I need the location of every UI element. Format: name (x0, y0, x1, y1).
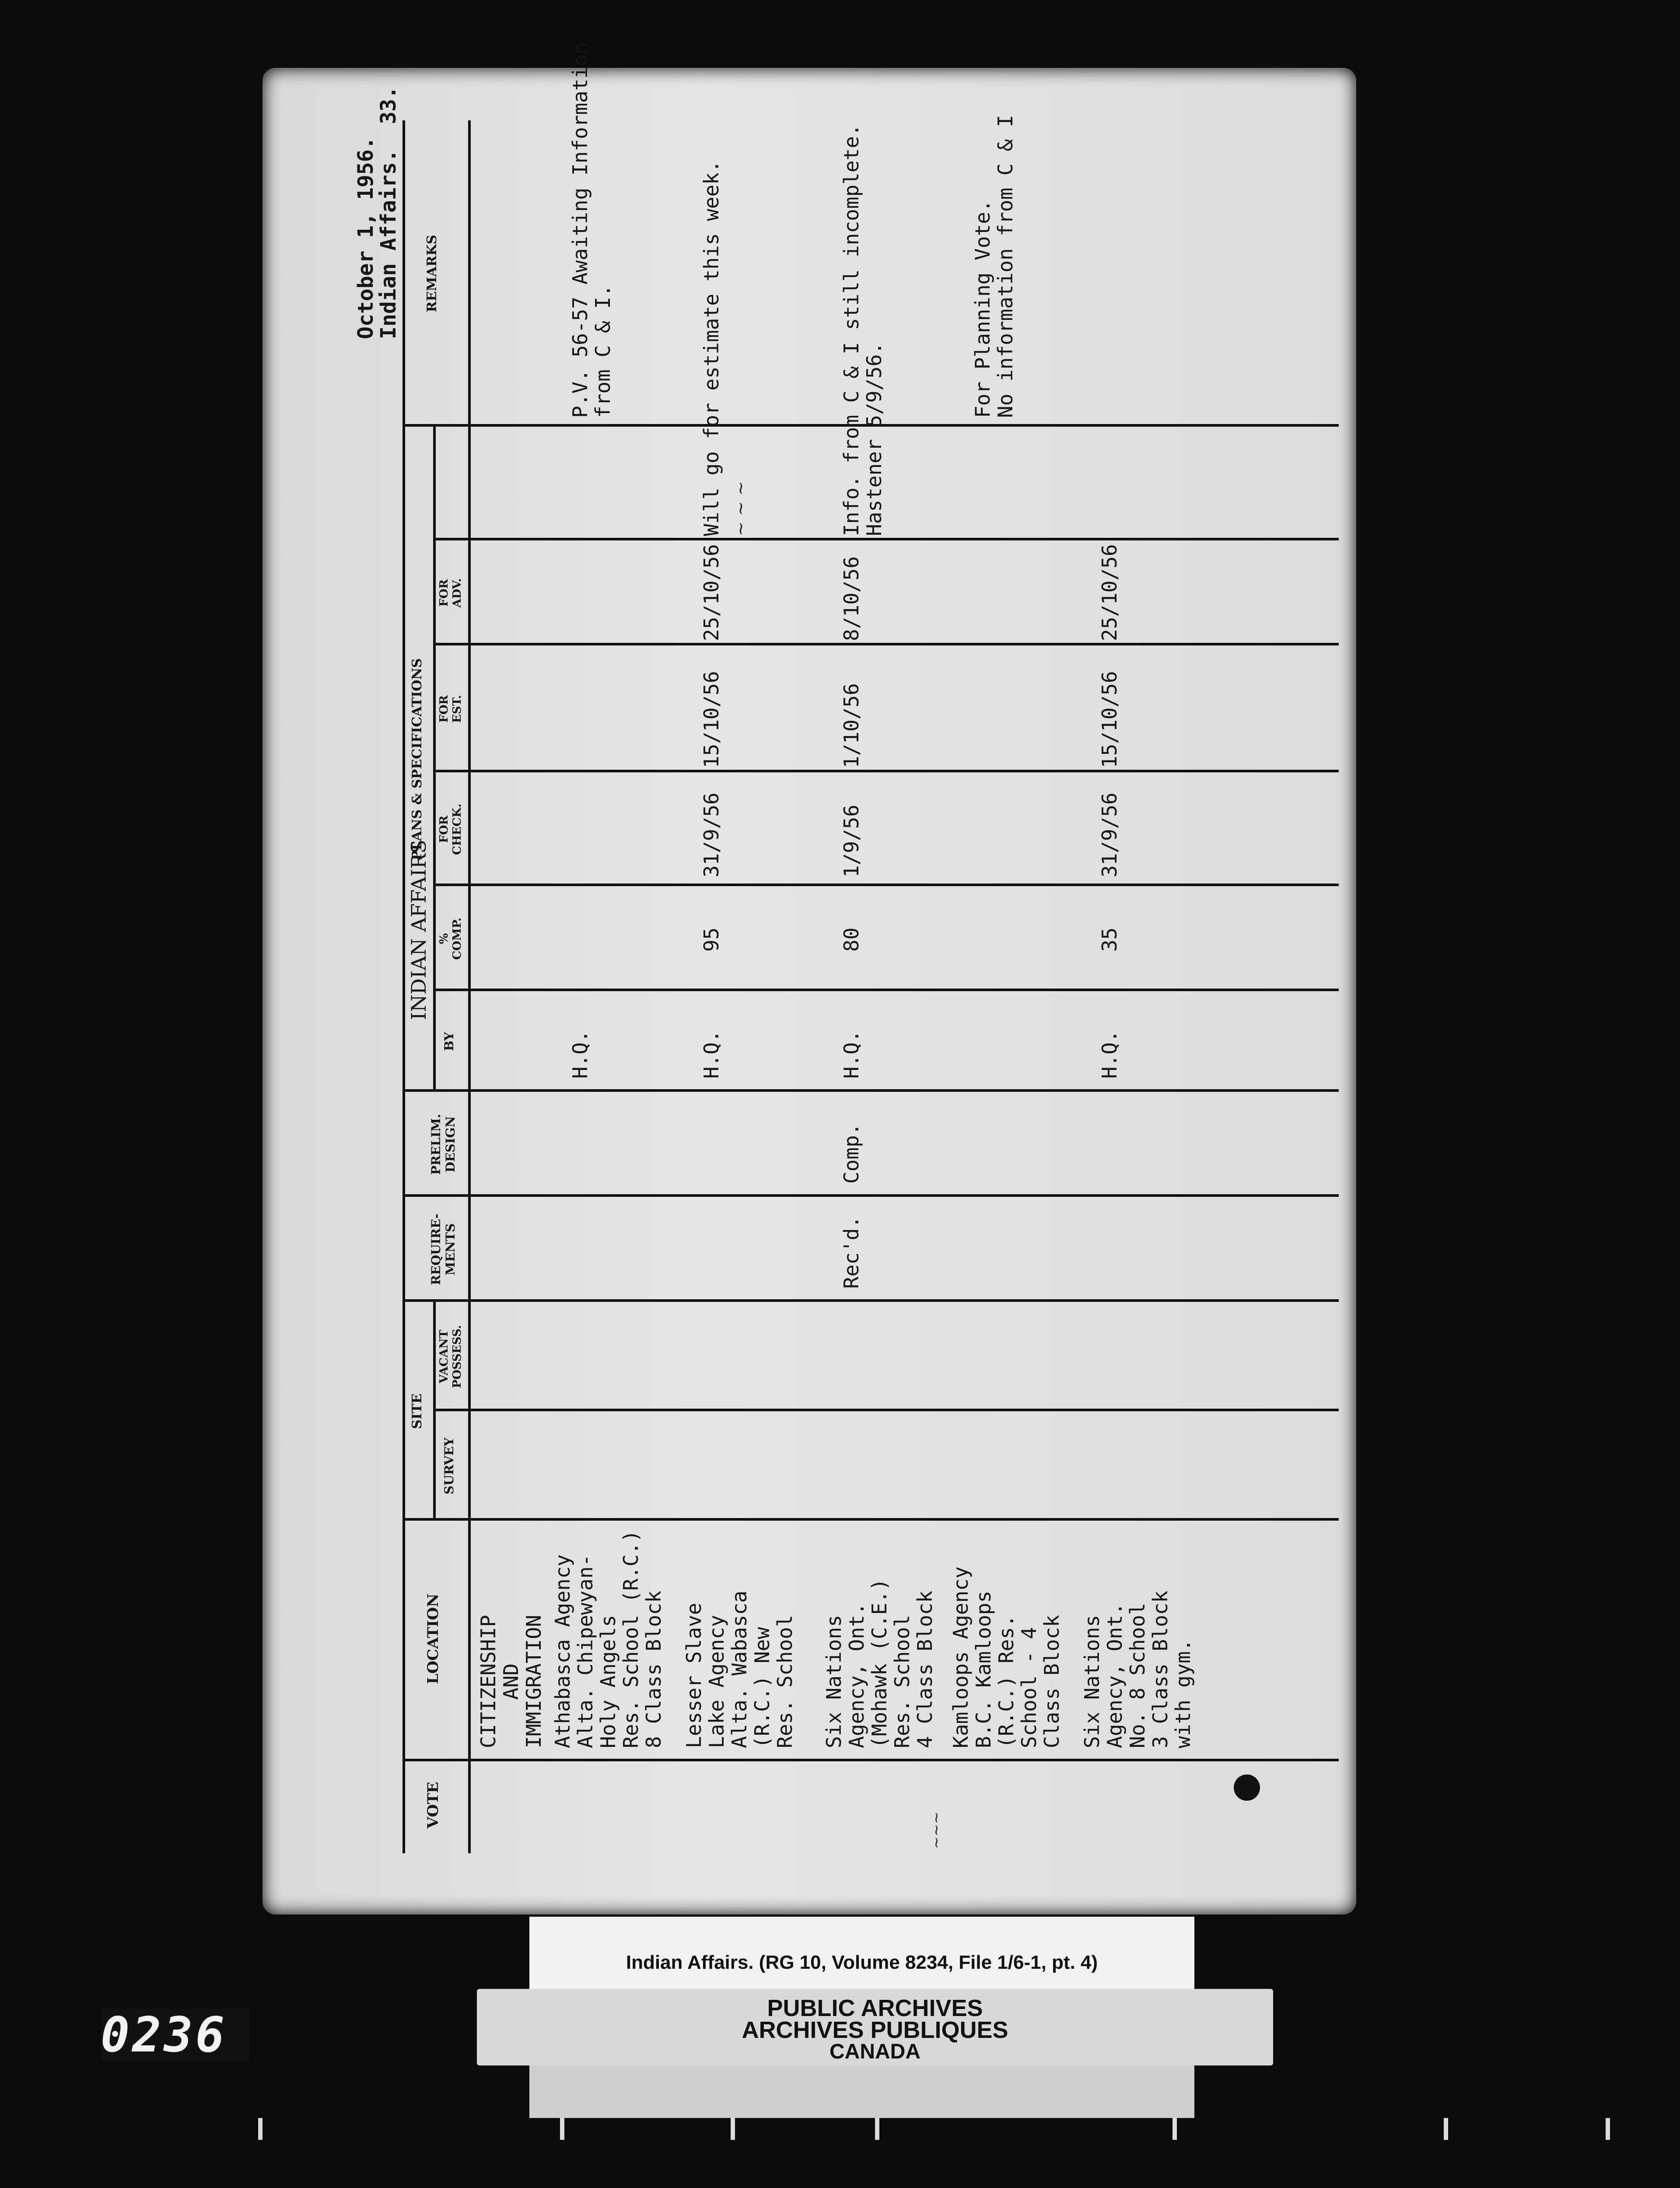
plans-sub-border (433, 427, 436, 1092)
row2-est: 15/10/56 (700, 671, 723, 768)
col-sep (402, 1089, 1339, 1092)
film-tick (1444, 2118, 1448, 2140)
section-heading: CITIZENSHIP AND IMMIGRATION (476, 1615, 546, 1748)
row5-location: Six Nations Agency, Ont. No. 8 School 3 Class Block with gym. (1080, 1590, 1195, 1748)
col-sep (402, 1194, 1339, 1197)
archive-stamp (477, 1989, 1273, 2065)
header-location: LOCATION (424, 1593, 442, 1684)
row3-pct: 80 (840, 927, 863, 952)
row3-requirements: Rec'd. (840, 1216, 863, 1289)
header-remarks: REMARKS (424, 235, 440, 312)
film-tick (731, 2118, 735, 2140)
hole-punch (1234, 1774, 1260, 1801)
row2-adv: 25/10/56 (700, 544, 723, 641)
row5-est: 15/10/56 (1098, 671, 1121, 768)
row3-by: H.Q. (840, 1030, 863, 1079)
header-survey: SURVEY (442, 1438, 456, 1494)
col-sep (402, 1759, 1339, 1761)
header-prelim: PRELIM. DESIGN (429, 1114, 458, 1175)
row2-by: H.Q. (700, 1030, 723, 1079)
row3-adv: 8/10/56 (840, 556, 863, 641)
col-sep (433, 538, 1339, 540)
header-adv: FOR ADV. (438, 578, 464, 608)
archive-reference-text: Indian Affairs. (RG 10, Volume 8234, File 1/6-1, pt. 4) (626, 1952, 1098, 1973)
header-pct: % COMP. (438, 917, 464, 960)
col-sep (402, 1518, 1339, 1521)
row2-pct: 95 (700, 927, 723, 952)
film-tick (258, 2118, 262, 2140)
row1-location: Athabasca Agency Alta. Chipewyan- Holy Angels Res. School (R.C.) 8 Class Block (551, 1530, 665, 1748)
rotated-table (262, 42, 1356, 1914)
row3-prelim: Comp. (840, 1123, 863, 1184)
row2-handwritten-note: ~ ~ ~ (731, 481, 751, 536)
col-sep (433, 989, 1339, 991)
film-tick (875, 2118, 879, 2140)
row5-check: 31/9/56 (1098, 792, 1121, 877)
header-vote: VOTE (424, 1781, 442, 1829)
archive-label-base (529, 2065, 1194, 2118)
row3-location: Six Nations Agency, Ont. (Mohawk (C.E.) Res. School 4 Class Block (822, 1578, 937, 1748)
document-sheet (262, 42, 1356, 1914)
archive-country: CANADA (830, 2040, 920, 2063)
col-sep (433, 770, 1339, 772)
row2-location: Lesser Slave Lake Agency Alta. Wabasca (R.C.) New Res. School (682, 1590, 797, 1748)
header-plans: PLANS & SPECIFICATIONS (410, 658, 425, 860)
row1-remarks: P.V. 56-57 Awaiting Information from C & I. (568, 42, 615, 418)
frame-number: 0236 (101, 2009, 249, 2061)
row5-by: H.Q. (1098, 1030, 1121, 1079)
film-tick (1606, 2118, 1610, 2140)
header-site: SITE (410, 1393, 425, 1429)
header-vacant: VACANT POSSESS. (438, 1325, 464, 1389)
header-bottom-border (468, 120, 471, 1853)
col-sep (433, 884, 1339, 886)
vote-handwritten-note: ~~~ (928, 1811, 945, 1849)
col-sep (402, 1299, 1339, 1302)
row1-by: H.Q. (568, 1030, 592, 1079)
row3-est: 1/10/56 (840, 683, 863, 768)
row2-check: 31/9/56 (700, 792, 723, 877)
col-sep (433, 643, 1339, 645)
row5-adv: 25/10/56 (1098, 544, 1121, 641)
row3-remarks: Info. from C & I still incomplete. Hastener 5/9/56. (840, 124, 886, 536)
file-reference: Indian Affairs. 33. (376, 86, 401, 339)
top-border (402, 120, 405, 1853)
header-requirements: REQUIRE- MENTS (429, 1213, 458, 1285)
archive-fr: ARCHIVES PUBLIQUES (742, 2017, 1008, 2043)
col-sep (433, 1409, 1339, 1411)
date: October 1, 1956. (354, 137, 378, 339)
row5-pct: 35 (1098, 927, 1121, 952)
header-est: FOR EST. (438, 695, 464, 723)
row4-location: Kamloops Agency B.C. Kamloops (R.C.) Res. School - 4 Class Block (949, 1566, 1064, 1748)
table-title: INDIAN AFFAIRS (407, 839, 430, 1020)
row4-remarks: For Planning Vote. No information from C & I (971, 115, 1017, 418)
film-tick (560, 2118, 564, 2140)
film-tick (1172, 2118, 1177, 2140)
site-sub-border (433, 1302, 436, 1521)
archive-en: PUBLIC ARCHIVES (767, 1995, 983, 2021)
row2-remarks: Will go for estimate this week. (700, 160, 723, 536)
header-by: BY (442, 1032, 456, 1051)
row3-check: 1/9/56 (840, 804, 863, 877)
header-check: FOR CHECK. (438, 803, 464, 855)
